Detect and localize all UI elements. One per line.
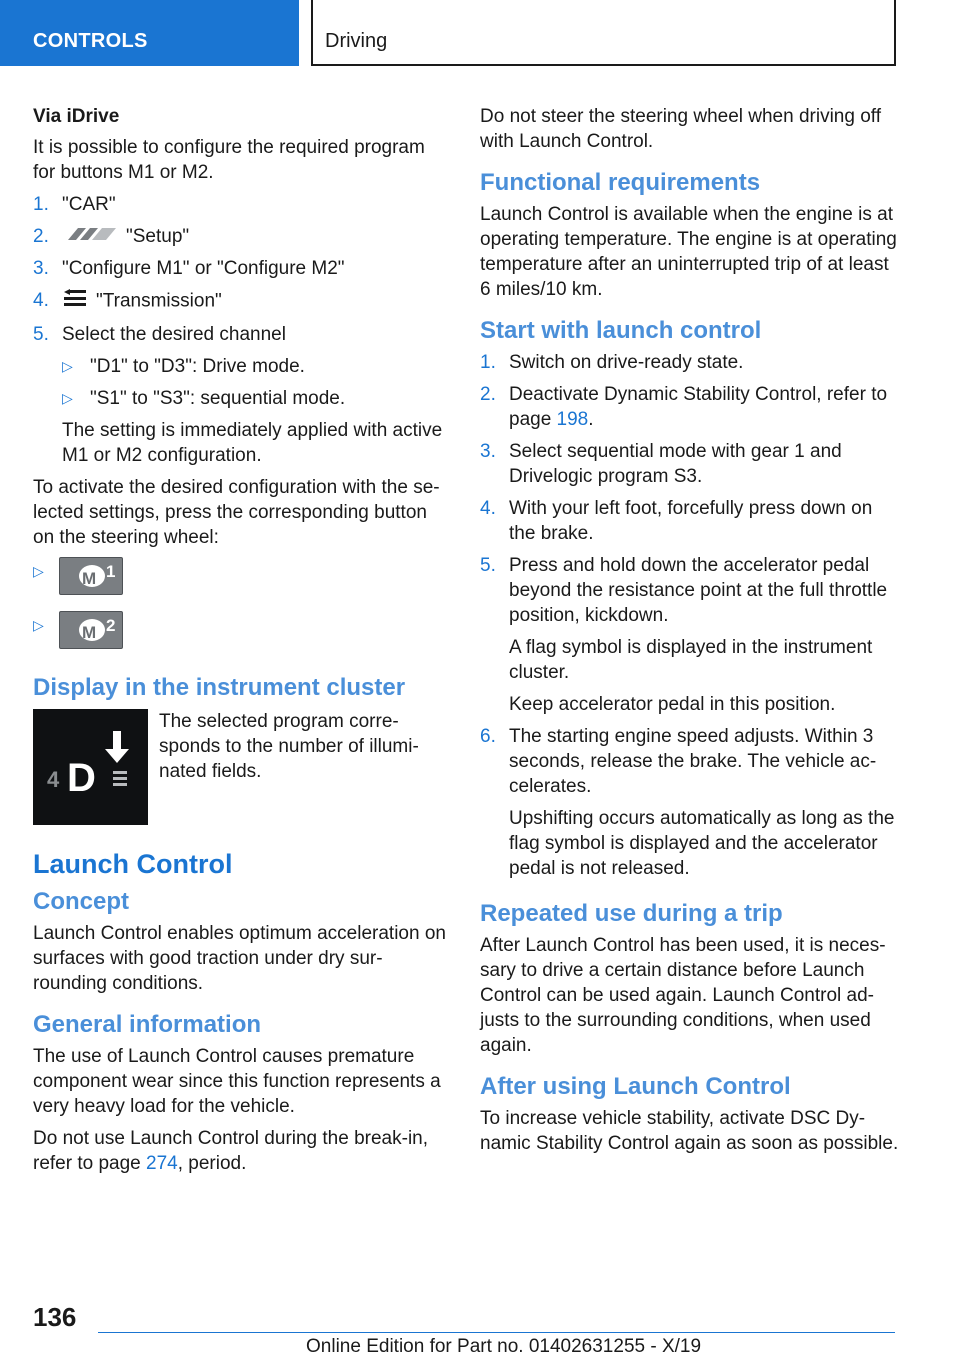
- m-stripes-icon: [62, 224, 118, 249]
- list-item: 6. The starting engine speed adjusts. Within 3 seconds, release the brake. The vehicle accelerates. Upshifting occurs automatically as long as the flag symbol is displayed and the accelerator pedal is not released.: [480, 724, 900, 881]
- section-label: Driving: [325, 30, 388, 52]
- list-item: 4. With your left foot, forcefully press down on the brake.: [480, 498, 873, 544]
- step-note: Upshifting occurs automatically as long as the flag symbol is displayed and the accelerator pedal is not released.: [509, 808, 895, 879]
- after-using-heading: After using Launch Control: [480, 1073, 791, 1100]
- cluster-block: [33, 709, 448, 825]
- after-using-text: To increase vehicle stability, activate DSC Dynamic Stability Control again as soon as possible.: [480, 1108, 899, 1154]
- list-item: 3. Select sequential mode with gear 1 and Drivelogic program S3.: [480, 441, 842, 487]
- m1-button-icon: M 1: [59, 557, 123, 595]
- list-item: ▷ "D1" to "D3": Drive mode.: [62, 356, 305, 378]
- page-number: 136: [33, 1302, 77, 1332]
- list-item: [33, 611, 448, 649]
- functional-requirements-text: Launch Control is available when the engine is at operating temperature. The engine is at operating temperature after an uninterrupted trip of at least 6 miles/10 km.: [480, 204, 897, 300]
- step-note: A flag symbol is displayed in the instrument cluster.: [509, 637, 873, 683]
- chapter-tab[interactable]: [0, 0, 299, 66]
- display-text: The selected program corresponds to the number of illuminated fields.: [159, 711, 419, 783]
- display-heading: Display in the instrument cluster: [33, 674, 406, 702]
- page-link-274[interactable]: 274: [146, 1153, 178, 1175]
- concept-heading: Concept: [33, 888, 129, 916]
- channel-note: The setting is immediately applied with active M1 or M2 configuration.: [62, 420, 443, 467]
- right-column: [480, 104, 900, 1163]
- page-link-198[interactable]: 198: [556, 409, 589, 430]
- launch-control-heading: Launch Control: [33, 849, 233, 880]
- triangle-bullet-icon: ▷: [33, 563, 44, 580]
- edition-text: Online Edition for Part no. 01402631255 - X/19: [306, 1336, 702, 1357]
- list-item: 2. Deactivate Dynamic Stability Control, refer to page 198.: [480, 384, 888, 430]
- list-item: 1. "CAR": [33, 194, 116, 215]
- concept-text: Launch Control enables optimum acceleration on surfaces with good traction under dry surrounding conditions.: [33, 923, 446, 995]
- header-underline: [311, 64, 896, 66]
- footer-rule: [98, 1332, 895, 1333]
- chapter-label: CONTROLS: [33, 30, 148, 52]
- repeated-use-text: After Launch Control has been used, it is necessary to drive a certain distance before Launch Control can be used again. Launch Control adjusts to the surrounding conditions, when used again.: [480, 935, 886, 1056]
- list-item: [33, 557, 448, 595]
- header-divider: [311, 0, 313, 66]
- cluster-number: 4: [47, 767, 60, 793]
- channel-list: [62, 354, 448, 411]
- general-text-2: Do not use Launch Control during the break-in, refer to page 274, period.: [33, 1128, 429, 1175]
- activate-text: To activate the desired configuration with the selected settings, press the corresponding button on the steering wheel:: [33, 477, 440, 549]
- list-item: 3. "Configure M1" or "Configure M2": [33, 258, 345, 280]
- repeated-use-heading: Repeated use during a trip: [480, 900, 783, 927]
- list-item: 4. "Transmission": [33, 288, 448, 315]
- start-launch-heading: Start with launch control: [480, 317, 762, 344]
- m2-button-icon: M 2: [59, 611, 123, 649]
- idrive-steps: [33, 192, 448, 468]
- general-text-1: The use of Launch Control causes premature component wear since this function represents a very heavy load for the vehicle.: [33, 1046, 441, 1118]
- via-idrive-title: Via iDrive: [33, 106, 120, 127]
- instrument-cluster-image: [33, 709, 148, 825]
- steer-text: Do not steer the steering wheel when driving off with Launch Control.: [480, 106, 881, 152]
- list-item: 5. Press and hold down the accelerator pedal beyond the resistance point at the full throttle position, kickdown. A flag symbol is displayed in the instrument cluster. Keep accelerator pedal in this position.: [480, 553, 900, 717]
- cluster-letter: D: [67, 756, 96, 801]
- general-info-heading: General information: [33, 1011, 262, 1039]
- list-item: 2. "Setup": [33, 224, 448, 249]
- left-column: [33, 104, 448, 1183]
- step-note: Keep accelerator pedal in this position.: [509, 694, 836, 715]
- triangle-bullet-icon: ▷: [62, 390, 73, 407]
- header-divider-right: [894, 0, 896, 66]
- downshift-arrow-icon: [113, 731, 121, 749]
- triangle-bullet-icon: ▷: [33, 617, 44, 634]
- transmission-icon: [62, 288, 88, 315]
- launch-steps: [480, 350, 900, 881]
- triangle-bullet-icon: ▷: [62, 358, 73, 375]
- list-item: 5. Select the desired channel ▷ "D1" to "D3": Drive mode. ▷ "S1" to "S3": sequential mode. The setting is immediately applied with active M1 or M2 configuration.: [33, 322, 448, 468]
- functional-requirements-heading: Functional requirements: [480, 169, 761, 196]
- via-idrive-intro: It is possible to configure the required program for buttons M1 or M2.: [33, 137, 425, 183]
- list-item: ▷ "S1" to "S3": sequential mode.: [62, 388, 346, 410]
- list-item: 1. Switch on drive-ready state.: [480, 352, 744, 373]
